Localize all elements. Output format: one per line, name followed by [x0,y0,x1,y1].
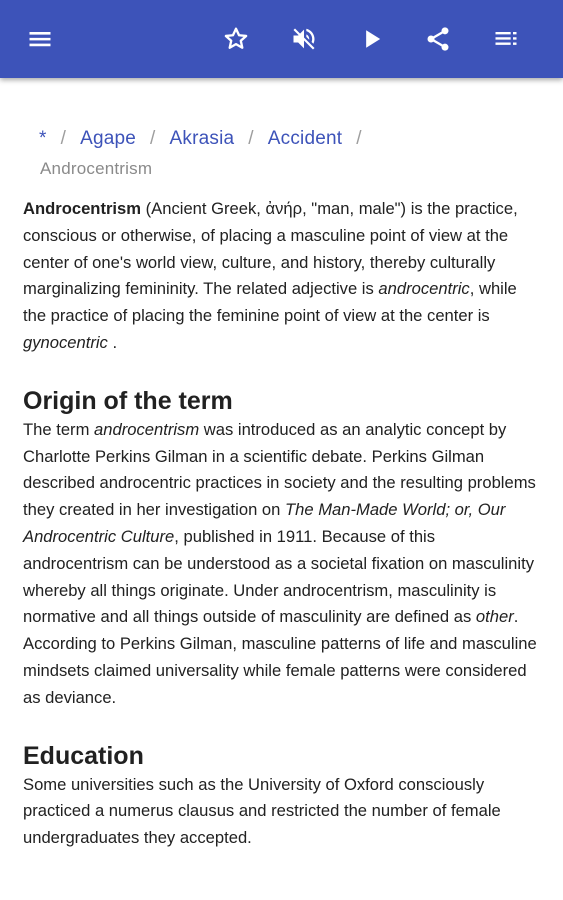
star-outline-icon [222,25,250,53]
mute-button[interactable] [284,19,324,59]
volume-off-icon [290,25,318,53]
play-icon [358,25,386,53]
breadcrumb-separator: / [248,128,254,149]
menu-button[interactable] [20,19,60,59]
section-heading-education: Education [23,741,144,770]
menu-icon [26,25,54,53]
breadcrumb-separator: / [150,128,156,149]
share-button[interactable] [418,19,458,59]
breadcrumb-item-home[interactable]: * [39,128,47,149]
intro-paragraph: Androcentrism (Ancient Greek, ἀνήρ, "man, male") is the practice, conscious or otherwise, of placing a masculine point of view at the center of one's world view, culture, and history, thereby culturally marginalizing femininity. The related adjective is androcentric, while the practice of placing the feminine point of view at the center is gynocentric . [23,199,518,352]
breadcrumb-item-akrasia[interactable]: Akrasia [169,128,235,149]
origin-paragraph: The term androcentrism was introduced as an analytic concept by Charlotte Perkins Gilman in a scientific debate. Perkins Gilman described androcentric practices in society and the resulting problems they created in her investigation on The Man-Made World; or, Our Androcentric Culture, published in 1911. Because of this androcentrism can be understood as a societal fixation on masculinity whereby all things originate. Under androcentrism, masculinity is normative and all things outside of masculinity are defined as other. According to Perkins Gilman, masculine patterns of life and masculine mindsets claimed universality while female patterns were considered as deviance. [23,419,537,707]
breadcrumb [23,124,543,184]
education-paragraph: Some universities such as the University of Oxford consciously practiced a numerus clausus and restricted the number of female undergraduates they accepted. [23,774,501,848]
breadcrumb-item-accident[interactable]: Accident [267,128,343,149]
breadcrumb-item-agape[interactable]: Agape [80,128,137,149]
breadcrumb-separator: / [60,128,67,149]
contents-button[interactable] [486,19,526,59]
article-term: Androcentrism [23,199,142,218]
section-heading-origin: Origin of the term [23,386,233,415]
breadcrumb-current: Androcentrism [40,159,153,178]
playlist-icon [492,25,520,53]
bookmark-button[interactable] [216,19,256,59]
app-bar [0,0,563,78]
play-button[interactable] [352,19,392,59]
breadcrumb-separator: / [356,128,362,149]
share-icon [424,25,452,53]
article-content [23,124,543,852]
